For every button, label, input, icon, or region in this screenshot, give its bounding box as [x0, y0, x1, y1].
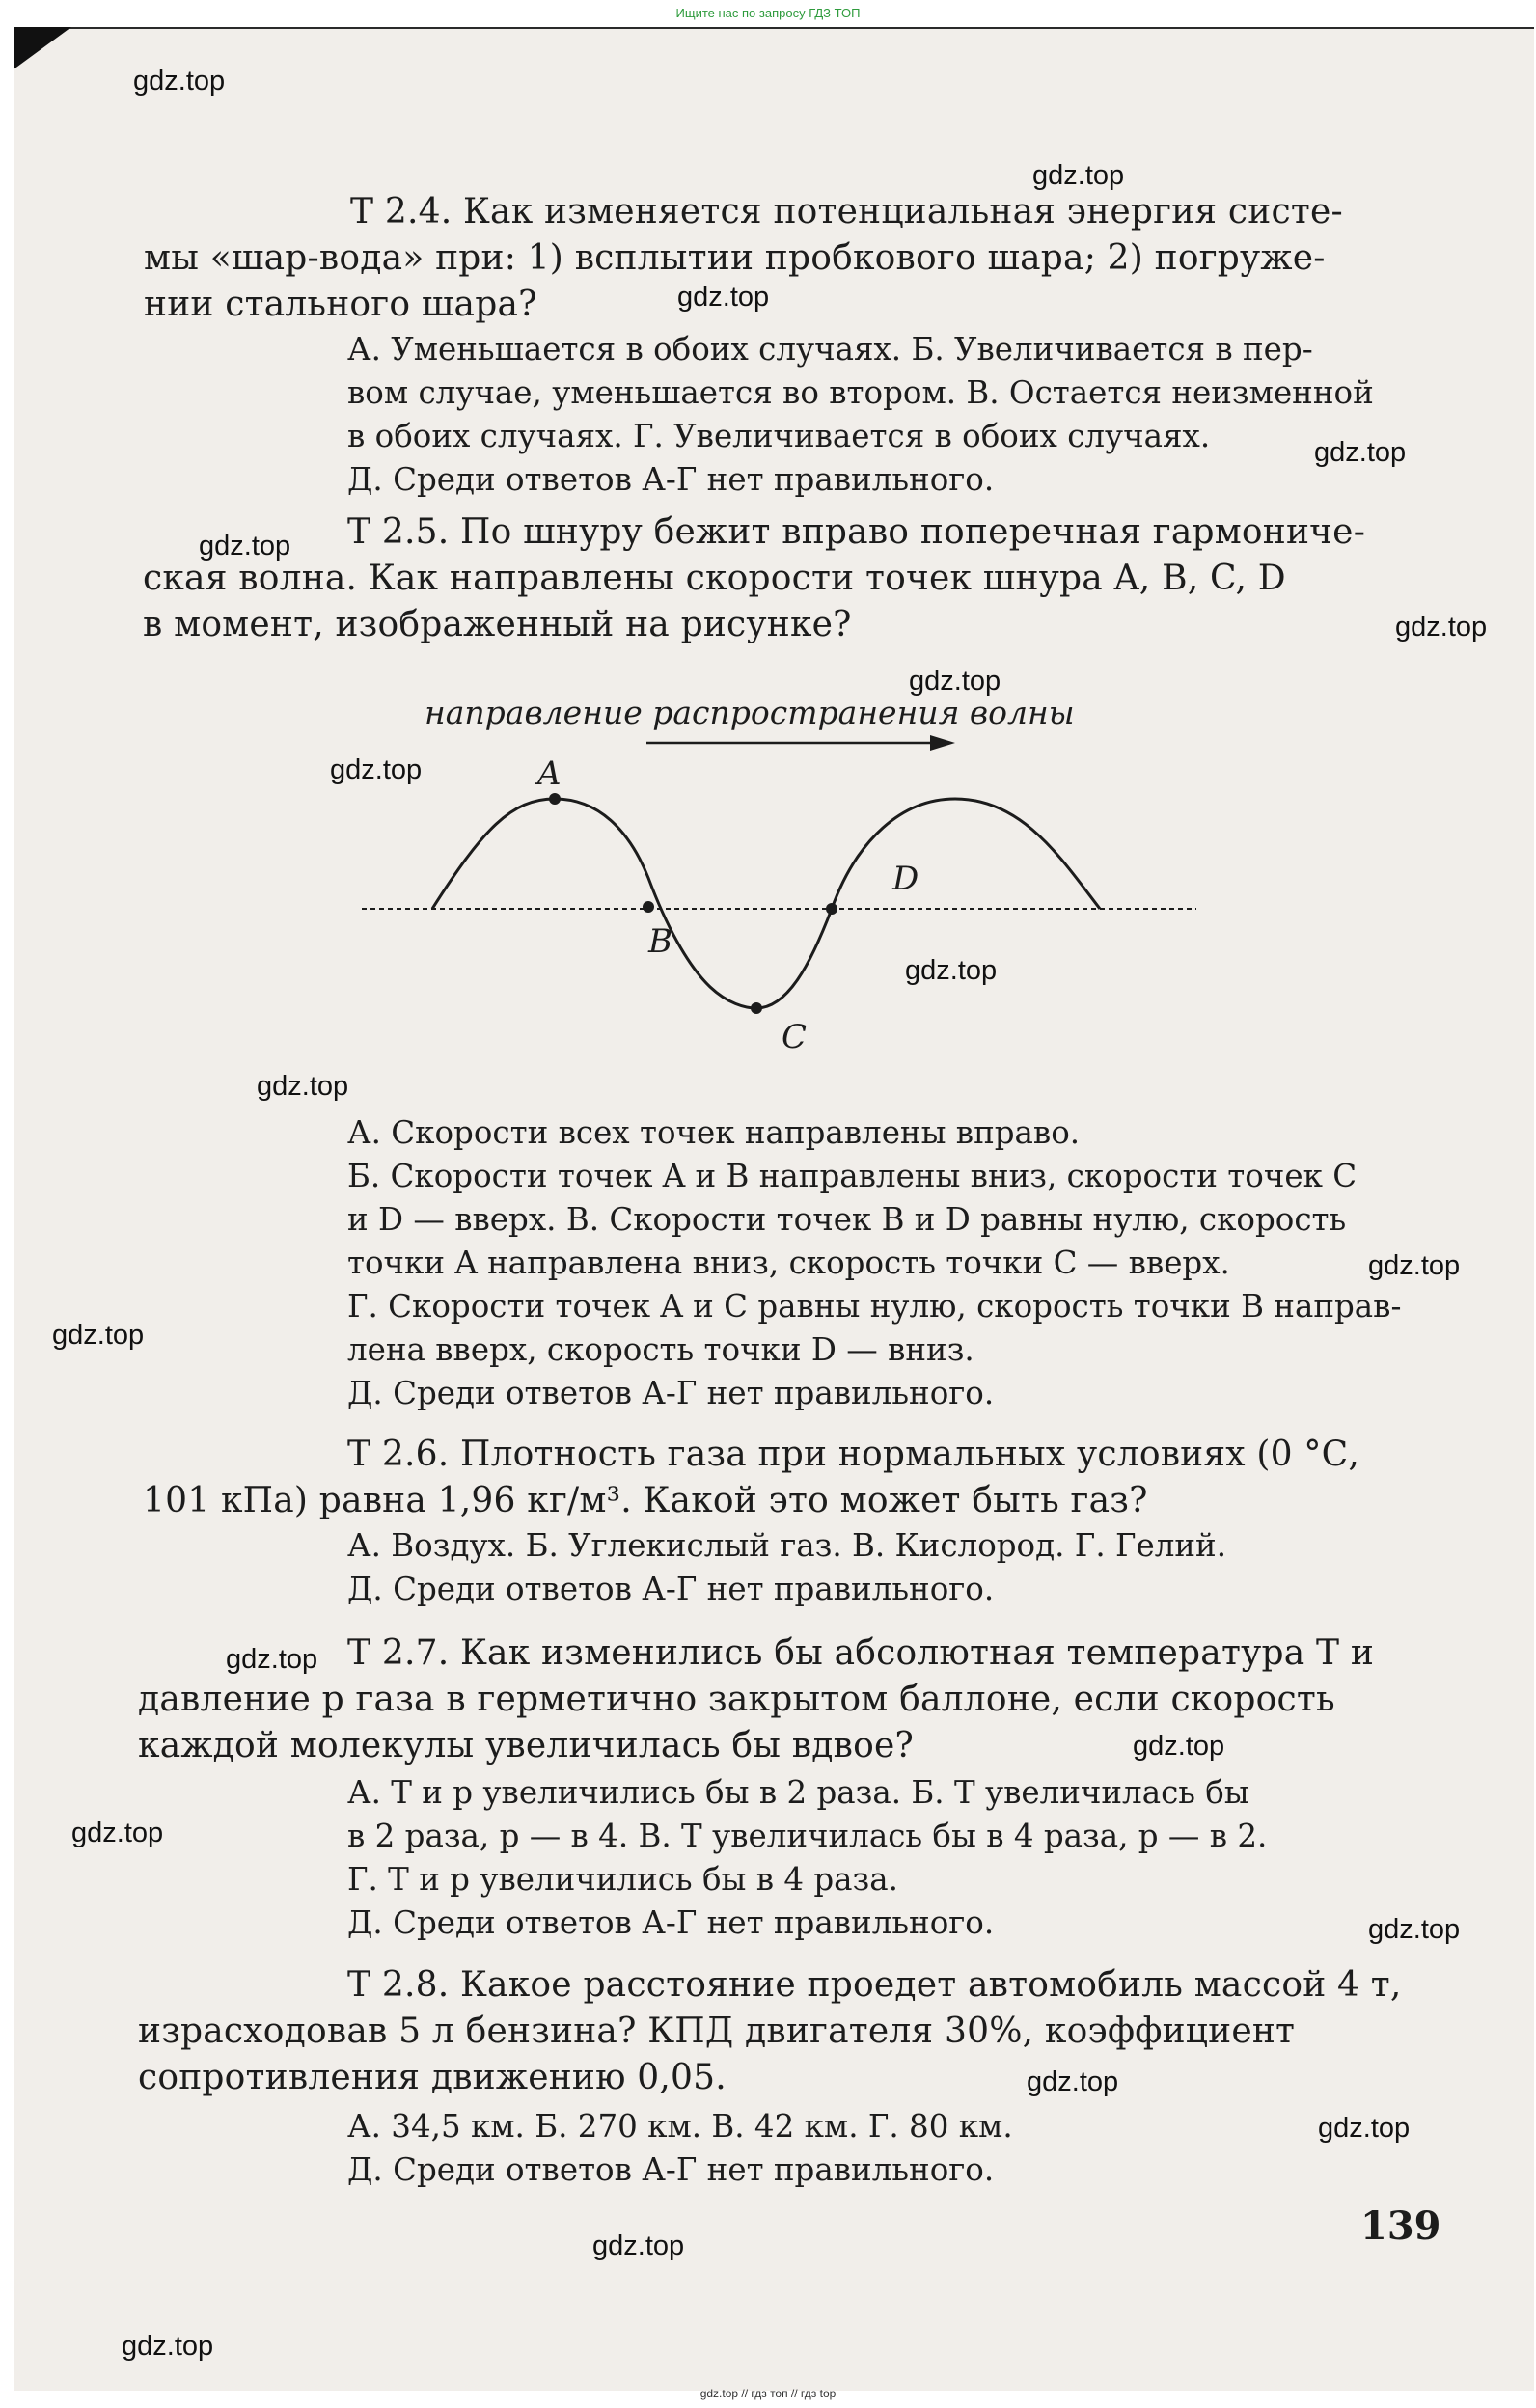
watermark: gdz.top	[1395, 612, 1488, 643]
answer-line: А. T и p увеличились бы в 2 раза. Б. T увеличилась бы	[347, 1774, 1249, 1811]
question-2-8	[138, 1962, 1402, 2101]
label-c: C	[782, 1018, 808, 1056]
page-corner-mark	[14, 27, 71, 69]
answer-line: А. Скорости всех точек направлены вправо.	[347, 1114, 1081, 1151]
answer-line: Д. Среди ответов А-Г нет правильного.	[347, 1904, 995, 1941]
question-line: давление p газа в герметично закрытом баллоне, если скорость	[138, 1680, 1335, 1719]
answers-2-8	[347, 2105, 1013, 2192]
watermark: gdz.top	[905, 955, 998, 986]
question-line: в момент, изображенный на рисунке?	[143, 605, 852, 644]
answer-line: Д. Среди ответов А-Г нет правильного.	[347, 2151, 995, 2188]
bottom-banner[interactable]: gdz.top // гдз топ // гдз top	[699, 2387, 837, 2400]
answer-line: А. Воздух. Б. Углекислый газ. В. Кислород. Г. Гелий.	[347, 1527, 1227, 1564]
watermark: gdz.top	[257, 1071, 349, 1102]
answers-2-4	[347, 328, 1374, 502]
question-line: Т 2.8. Какое расстояние проедет автомобиль массой 4 т,	[347, 1965, 1402, 2005]
point-d	[826, 903, 837, 915]
question-line: ская волна. Как направлены скорости точек шнура A, B, C, D	[143, 559, 1286, 598]
wave-direction-caption: направление распространения волны	[425, 694, 1075, 731]
question-line: сопротивления движению 0,05.	[138, 2058, 727, 2097]
answer-line: лена вверх, скорость точки D — вниз.	[347, 1331, 974, 1368]
wave-figure	[347, 675, 1293, 1061]
question-2-4	[138, 189, 1431, 328]
direction-arrow-head	[930, 735, 955, 751]
question-2-5	[143, 509, 1365, 648]
answer-line: А. 34,5 км. Б. 270 км. В. 42 км. Г. 80 км.	[347, 2108, 1013, 2145]
answer-line: Д. Среди ответов А-Г нет правильного.	[347, 1571, 995, 1607]
question-line: Т 2.4. Как изменяется потенциальная энергия систе-	[350, 192, 1343, 232]
answer-line: Д. Среди ответов А-Г нет правильного.	[347, 461, 995, 498]
watermark: gdz.top	[1133, 1731, 1225, 1762]
answer-line: точки A направлена вниз, скорость точки C — вверх.	[347, 1245, 1230, 1281]
question-line: израсходовав 5 л бензина? КПД двигателя 30%, коэффициент	[138, 2011, 1296, 2051]
watermark: gdz.top	[122, 2331, 214, 2362]
answer-line: в 2 раза, p — в 4. В. T увеличилась бы в 4 раза, p — в 2.	[347, 1818, 1268, 1854]
answer-line: Д. Среди ответов А-Г нет правильного.	[347, 1375, 995, 1411]
question-line: Т 2.7. Как изменились бы абсолютная температура T и	[347, 1633, 1375, 1673]
watermark: gdz.top	[330, 754, 423, 785]
answer-line: А. Уменьшается в обоих случаях. Б. Увеличивается в пер-	[347, 331, 1313, 368]
answers-2-7	[347, 1771, 1267, 1945]
label-b: B	[648, 922, 672, 961]
watermark: gdz.top	[52, 1320, 145, 1351]
watermark: gdz.top	[1027, 2066, 1119, 2097]
question-line: каждой молекулы увеличилась бы вдвое?	[138, 1726, 914, 1765]
question-line: нии стального шара?	[144, 285, 537, 324]
page-number: 139	[1360, 2203, 1441, 2249]
answer-line: Г. T и p увеличились бы в 4 раза.	[347, 1861, 898, 1898]
watermark: gdz.top	[909, 666, 1001, 697]
watermark: gdz.top	[677, 282, 770, 313]
label-d: D	[892, 860, 919, 898]
answer-line: Г. Скорости точек A и C равны нулю, скорость точки B направ-	[347, 1288, 1402, 1325]
watermark: gdz.top	[1368, 1250, 1461, 1281]
answer-line: и D — вверх. В. Скорости точек B и D равны нулю, скорость	[347, 1201, 1347, 1238]
answer-line: Б. Скорости точек A и B направлены вниз, скорости точек C	[347, 1158, 1358, 1194]
question-line: Т 2.6. Плотность газа при нормальных условиях (0 °С,	[347, 1435, 1360, 1474]
question-line: 101 кПа) равна 1,96 кг/м³. Какой это может быть газ?	[143, 1481, 1148, 1520]
question-line: мы «шар-вода» при: 1) всплытии пробкового шара; 2) погруже-	[144, 238, 1326, 278]
answers-2-5	[347, 1111, 1401, 1415]
question-2-6	[143, 1432, 1359, 1524]
point-a	[549, 793, 561, 805]
watermark: gdz.top	[199, 531, 291, 561]
watermark: gdz.top	[71, 1818, 164, 1848]
top-banner[interactable]: Ищите нас по запросу ГДЗ ТОП	[675, 6, 861, 20]
answers-2-6	[347, 1524, 1226, 1611]
watermark: gdz.top	[1318, 2113, 1411, 2144]
wave-curve	[432, 799, 1100, 1008]
question-line: Т 2.5. По шнуру бежит вправо поперечная гармониче-	[347, 512, 1366, 552]
watermark: gdz.top	[133, 66, 226, 96]
answer-line: вом случае, уменьшается во втором. В. Остается неизменной	[347, 374, 1374, 411]
label-a: A	[537, 754, 562, 793]
watermark: gdz.top	[1314, 437, 1407, 468]
watermark: gdz.top	[226, 1644, 318, 1675]
point-c	[751, 1002, 762, 1014]
watermark: gdz.top	[1032, 160, 1125, 191]
watermark: gdz.top	[1368, 1914, 1461, 1945]
point-b	[643, 901, 654, 913]
answer-line: в обоих случаях. Г. Увеличивается в обоих случаях.	[347, 418, 1211, 454]
watermark: gdz.top	[592, 2230, 685, 2261]
